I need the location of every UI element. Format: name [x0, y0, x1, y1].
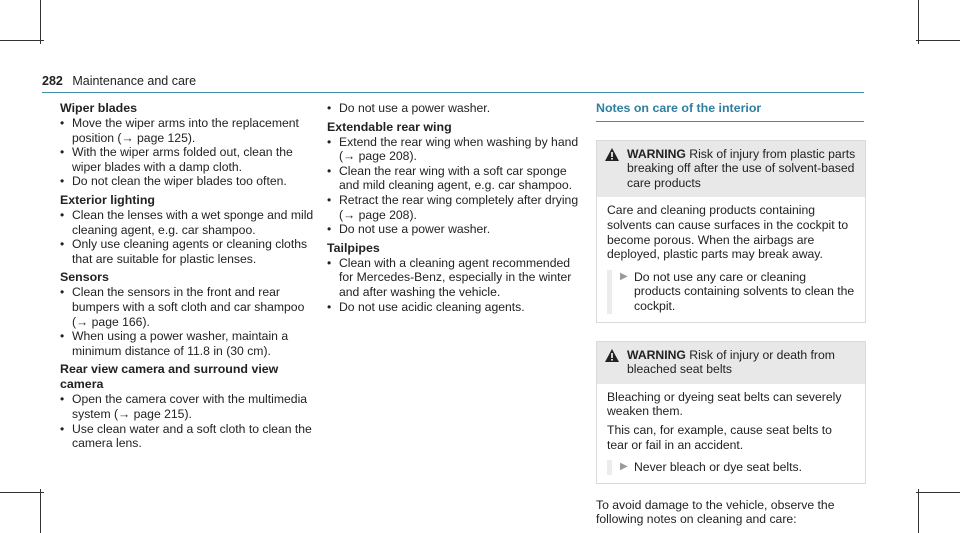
- wiper-list: [60, 116, 318, 189]
- warning-triangle-icon: [605, 348, 627, 377]
- sensors-list: [60, 285, 318, 358]
- page-number: 282: [42, 74, 63, 88]
- rear-wing-list: [327, 135, 585, 237]
- warning-text: Care and cleaning products containing solvents can cause surfaces in the cockpit to become porous. When the airbags are deployed, plastic parts may break away.: [607, 203, 849, 262]
- warning-label: WARNING: [627, 347, 686, 362]
- list-item: • When using a power washer, maintain a minimum distance of 11.8 in (30 cm).: [60, 329, 318, 358]
- crop-mark: [0, 40, 44, 41]
- list-item: • Extend the rear wing when washing by hand (→ page 208).: [327, 135, 585, 164]
- list-item: • Open the camera cover with the multimedia system (→ page 215).: [60, 392, 318, 421]
- outro-paragraph: To avoid damage to the vehicle, observe the following notes on cleaning and care:: [596, 497, 835, 527]
- exterior-list: [60, 208, 318, 266]
- list-item: • Only use cleaning agents or cleaning cloths that are suitable for plastic lenses.: [60, 237, 318, 266]
- arrow-right-icon: ▶: [620, 270, 628, 282]
- warning-action: [607, 460, 855, 475]
- rear-wing-heading: Extendable rear wing: [327, 119, 452, 134]
- list-item: • Do not clean the wiper blades too often.: [60, 174, 318, 189]
- header-rule: [42, 92, 864, 93]
- sensors-heading: Sensors: [60, 270, 109, 285]
- camera-list-continued: [327, 101, 585, 116]
- crop-mark: [916, 40, 960, 41]
- crop-mark: [916, 492, 960, 493]
- column-3: [596, 101, 864, 527]
- warning-text: This can, for example, cause seat belts to tear or fail in an accident.: [607, 422, 832, 452]
- crop-mark: [918, 489, 919, 533]
- crop-mark: [40, 489, 41, 533]
- page-header: [42, 74, 196, 89]
- list-item: • Move the wiper arms into the replacement position (→ page 125).: [60, 116, 318, 145]
- warning-header: [597, 141, 865, 198]
- warning-body: [597, 197, 865, 321]
- warning-heading: Risk of injury from plastic parts breaking off after the use of solvent-based care products: [627, 146, 856, 190]
- warning-action-text: Do not use any care or cleaning products containing solvents to clean the cockpit.: [634, 269, 855, 313]
- crop-mark: [0, 492, 44, 493]
- camera-list: [60, 392, 318, 450]
- warning-action-text: Never bleach or dye seat belts.: [634, 460, 803, 475]
- list-item: • Clean the lenses with a wet sponge and mild cleaning agent, e.g. car shampoo.: [60, 208, 318, 237]
- list-item: • Do not use acidic cleaning agents.: [327, 300, 585, 315]
- tailpipes-list: [327, 256, 585, 314]
- column-1: [60, 101, 318, 455]
- column-2: [327, 101, 585, 318]
- crop-mark: [918, 0, 919, 44]
- tailpipes-heading: Tailpipes: [327, 240, 380, 255]
- list-item: • With the wiper arms folded out, clean the wiper blades with a damp cloth.: [60, 145, 318, 174]
- warning-header: [597, 342, 865, 384]
- warning-box: [596, 140, 866, 323]
- warning-body: [597, 384, 865, 483]
- interior-care-heading: Notes on care of the interior: [596, 101, 864, 122]
- warning-triangle-icon: [605, 147, 627, 191]
- warning-label: WARNING: [627, 146, 686, 161]
- list-item: • Do not use a power washer.: [327, 101, 585, 116]
- list-item: • Use clean water and a soft cloth to clean the camera lens.: [60, 422, 318, 451]
- warning-text: Bleaching or dyeing seat belts can severely weaken them.: [607, 389, 842, 419]
- warning-heading: Risk of injury or death from bleached seat belts: [627, 347, 835, 377]
- list-item: • Retract the rear wing completely after drying (→ page 208).: [327, 193, 585, 222]
- list-item: • Clean the rear wing with a soft car sponge and mild cleaning agent, e.g. car shampoo.: [327, 164, 585, 193]
- section-title: Maintenance and care: [72, 74, 197, 88]
- warning-box: [596, 341, 866, 484]
- list-item: • Do not use a power washer.: [327, 222, 585, 237]
- exterior-heading: Exterior lighting: [60, 192, 155, 207]
- arrow-right-icon: ▶: [620, 461, 628, 473]
- camera-heading: Rear view camera and surround view camera: [60, 362, 279, 392]
- list-item: • Clean the sensors in the front and rear bumpers with a soft cloth and car shampoo (→ page 166).: [60, 285, 318, 329]
- wiper-heading: Wiper blades: [60, 101, 138, 115]
- list-item: • Clean with a cleaning agent recommended for Mercedes-Benz, especially in the winter and after washing the vehicle.: [327, 256, 585, 300]
- warning-action: [607, 270, 855, 314]
- crop-mark: [40, 0, 41, 44]
